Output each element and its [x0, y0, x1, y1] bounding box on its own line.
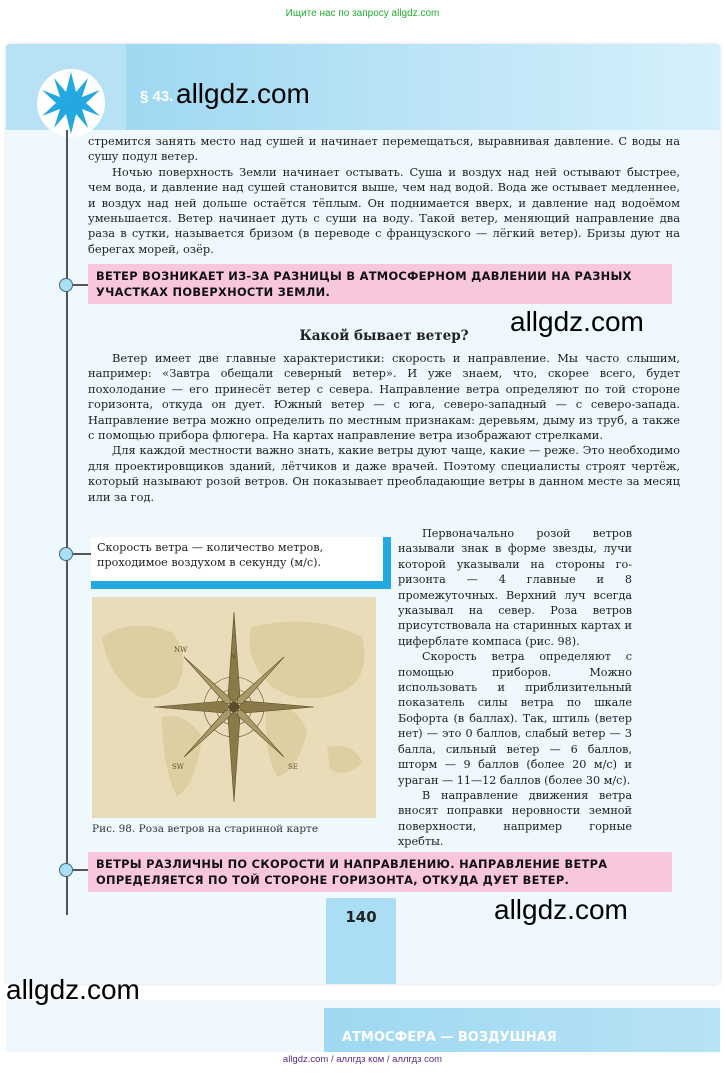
right-column: [398, 526, 632, 850]
watermark: allgdz.com: [176, 78, 310, 109]
paragraph: В направление движения ветра вносят поправки неровности земной поверхности, например горные хребты.: [398, 788, 632, 849]
watermark: allgdz.com: [494, 894, 628, 925]
page-number: 140: [345, 908, 377, 926]
next-page-preview: [6, 1000, 720, 1060]
paragraph: Первоначально розой ветров называли знак в форме звезды, лучи которой указывали на стороны го-ризонта — 4 главные и 8 промежуточных. Верхний луч всегда указывал на север. Роза ветров присутствовала на старинных картах и циферблате компаса (рис. 98).: [398, 527, 632, 648]
paragraph: Ночью поверхность Земли начинает остывать. Суша и воздух над ней остывают быстрее, чем вода, и давление над сушей становится выше, чем над водой. Вода же остывает медленнее, и воздух над ней дольше остаётся тёплым. Он поднимается вверх, и давление над водоёмом уменьшается. Ветер начинает дуть с суши на воду. Такой ветер, меняющий направление два раза в сутки, называется бризом (в переводе с французского — лёгкий ветер). Бризы дуют на берегах морей, озёр.: [88, 164, 680, 256]
section-number: § 43.: [140, 88, 174, 105]
rule-box: ВЕТРЫ РАЗЛИЧНЫ ПО СКОРОСТИ И НАПРАВЛЕНИЮ. НАПРАВЛЕНИЕ ВЕТРА ОПРЕДЕЛЯЕТСЯ ПО ТОЙ СТОРОНЕ ГОРИЗОНТА, ОТКУДА ДУЕТ ВЕТЕР.: [88, 852, 672, 892]
text-block-middle: [88, 351, 680, 505]
timeline-dot: [59, 863, 73, 877]
timeline-dot: [59, 278, 73, 292]
watermark: allgdz.com: [6, 974, 140, 1005]
watermark: allgdz.com: [510, 306, 644, 337]
section-heading: Какой бывает ветер?: [299, 328, 469, 344]
paragraph: Ветер имеет две главные характеристики: скорость и направление. Мы часто слышим, например: «Завтра обещали северный ветер». И уже знаем, что, скорее всего, будет похолодание — его принесёт ветер с севера. Направление ветра определяют по той стороне горизонта, откуда он дует. Южный ветер — с юга, северо-западный — с северо-запада. Направление ветра можно определить по местным признакам: деревьям, дыму из труб, а также с помощью прибора флюгера. На картах направление ветра изображают стрелками.: [88, 351, 680, 443]
definition-box: Скорость ветра — количество метров, проходимое воздухом в секунду (м/с).: [91, 537, 391, 589]
text-block-top: [88, 134, 680, 257]
next-page-title: АТМОСФЕРА — ВОЗДУШНАЯ: [342, 1030, 557, 1045]
compass-label: SW: [172, 763, 184, 771]
figure-caption: Рис. 98. Роза ветров на старинной карте: [92, 823, 319, 835]
wind-rose-map-image: [92, 597, 376, 818]
star-icon: [36, 68, 106, 138]
paragraph: Для каждой местности важно знать, какие ветры дуют чаще, какие — реже. Это необходимо для проектировщиков зданий, лётчиков и даже врачей. Поэтому специалисты строят чертёж, который называют розой ветров. Он показывает преобладающие ветры в данном месте за месяц или за год.: [88, 443, 680, 504]
compass-label: NW: [174, 646, 188, 654]
timeline-line: [66, 130, 68, 915]
rule-box: ВЕТЕР ВОЗНИКАЕТ ИЗ-ЗА РАЗНИЦЫ В АТМОСФЕРНОМ ДАВЛЕНИИ НА РАЗНЫХ УЧАСТКАХ ПОВЕРХНОСТИ ЗЕМЛИ.: [88, 264, 672, 304]
compass-label: SE: [288, 763, 298, 771]
compass-label: N: [230, 653, 237, 661]
timeline-dot: [59, 547, 73, 561]
footer-links[interactable]: allgdz.com / аллгдз ком / аллгдз com: [0, 1052, 725, 1076]
paragraph: Скорость ветра определяют с помощью приборов. Можно использовать и приблизительный показатель силы ветра по шкале Бофорта (в баллах). Так, штиль (ветер нет) — это 0 баллов, слабый ветер — 3 балла, сильный ветер — 6 баллов, шторм — 9 баллов (более 20 м/с) и ураган — 11—12 баллов (более 30 м/с).: [398, 650, 632, 787]
top-banner: Ищите нас по запросу allgdz.com: [285, 8, 440, 19]
paragraph: стремится занять место над сушей и начинает перемещаться, выравнивая давление. С воды на сушу подул ветер.: [88, 134, 680, 164]
page-number-tab: [326, 898, 396, 984]
